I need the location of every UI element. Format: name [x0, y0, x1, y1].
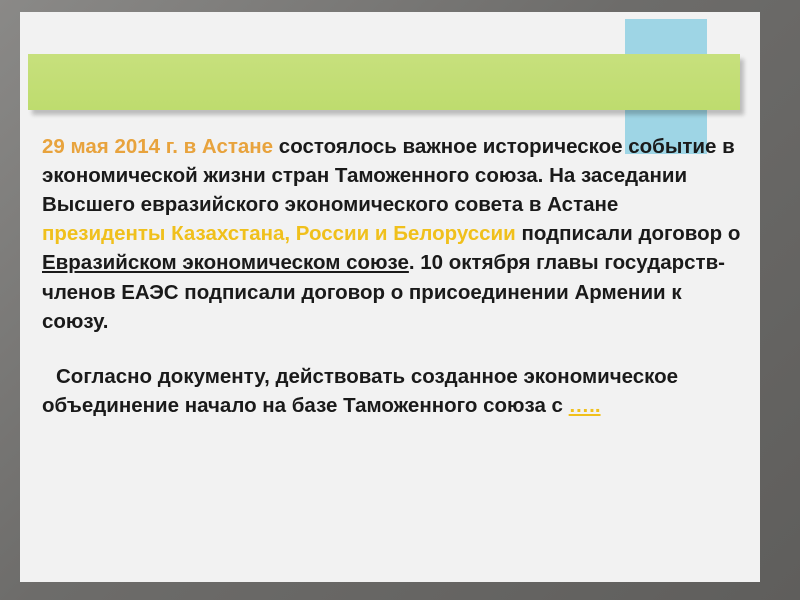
title-banner: [28, 54, 740, 110]
paragraph-two-ellipsis-link[interactable]: …..: [568, 393, 601, 417]
slide-body: [42, 132, 742, 440]
paragraph-one-text-c: . 10 октября главы государств-членов ЕАЭС подписали договор о присоединении Армении к союзу.: [42, 251, 725, 333]
paragraph-one-text-b: подписали договор о: [515, 222, 741, 246]
paragraph-one-highlight-date: 29 мая 2014 г. в Астане: [42, 135, 274, 158]
paragraph-two: [42, 362, 742, 420]
paragraph-one: [42, 132, 742, 336]
slide-canvas: [20, 12, 760, 582]
paragraph-one-underlined-treaty: Евразийском экономическом союзе: [42, 251, 409, 275]
paragraph-two-text: Согласно документу, действовать созданное экономическое объединение начало на базе Таможенного союза с: [42, 364, 679, 417]
paragraph-one-text-a: состоялось важное историческое событие в экономической жизни стран Таможенного союза. На заседании Высшего евразийского экономического совета в Астане: [42, 135, 735, 217]
paragraph-one-highlight-presidents: президенты Казахстана, России и Белоруссии: [42, 222, 516, 246]
